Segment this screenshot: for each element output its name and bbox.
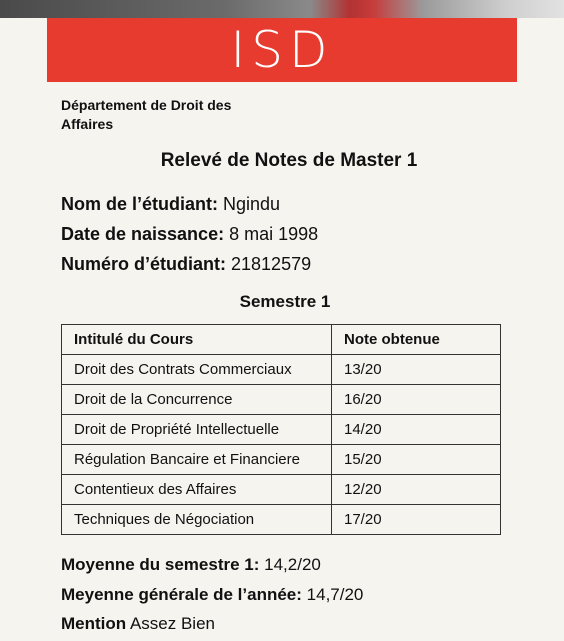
table-row xyxy=(62,385,501,415)
student-name-value: Ngindu xyxy=(223,194,281,214)
course-name: Droit des Contrats Commerciaux xyxy=(62,355,332,385)
header-course: Intitulé du Cours xyxy=(62,325,332,355)
course-name: Droit de Propriété Intellectuelle xyxy=(62,415,332,445)
table-row xyxy=(62,475,501,505)
top-photo-strip xyxy=(0,0,564,18)
course-grade: 15/20 xyxy=(332,445,501,475)
document-title: Relevé de Notes de Master 1 xyxy=(160,150,418,171)
course-grade: 17/20 xyxy=(332,505,501,535)
semester-average-line xyxy=(61,555,321,575)
course-name: Techniques de Négociation xyxy=(62,505,332,535)
student-dob-value: 8 mai 1998 xyxy=(229,224,319,244)
student-id-value: 21812579 xyxy=(231,254,312,274)
student-dob-label: Date de naissance: xyxy=(61,224,225,244)
isd-logo: ISD xyxy=(230,21,334,79)
course-name: Contentieux des Affaires xyxy=(62,475,332,505)
table-row xyxy=(62,355,501,385)
course-name: Régulation Bancaire et Financiere xyxy=(62,445,332,475)
course-grade: 13/20 xyxy=(332,355,501,385)
table-row xyxy=(62,415,501,445)
semester-average-label: Moyenne du semestre 1: xyxy=(61,555,260,574)
general-average-line xyxy=(61,585,363,605)
student-name-label: Nom de l’étudiant: xyxy=(61,194,218,214)
table-header-row xyxy=(62,325,501,355)
mention-line xyxy=(61,614,215,634)
general-average-label: Meyenne générale de l’année: xyxy=(61,585,302,604)
student-id-line xyxy=(61,254,311,275)
student-id-label: Numéro d’étudiant: xyxy=(61,254,226,274)
table-row xyxy=(62,505,501,535)
mention-label: Mention xyxy=(61,614,127,633)
general-average-value: 14,7/20 xyxy=(306,585,364,604)
course-grade: 12/20 xyxy=(332,475,501,505)
student-dob-line xyxy=(61,224,318,245)
grades-table xyxy=(61,324,501,535)
student-name-line xyxy=(61,194,280,215)
header-banner xyxy=(47,18,517,82)
semester-title: Semestre 1 xyxy=(239,292,331,311)
header-grade: Note obtenue xyxy=(332,325,501,355)
course-name: Droit de la Concurrence xyxy=(62,385,332,415)
mention-value: Assez Bien xyxy=(129,614,215,633)
course-grade: 14/20 xyxy=(332,415,501,445)
course-grade: 16/20 xyxy=(332,385,501,415)
table-row xyxy=(62,445,501,475)
department-name: Département de Droit des Affaires xyxy=(61,97,232,132)
semester-average-value: 14,2/20 xyxy=(264,555,321,574)
